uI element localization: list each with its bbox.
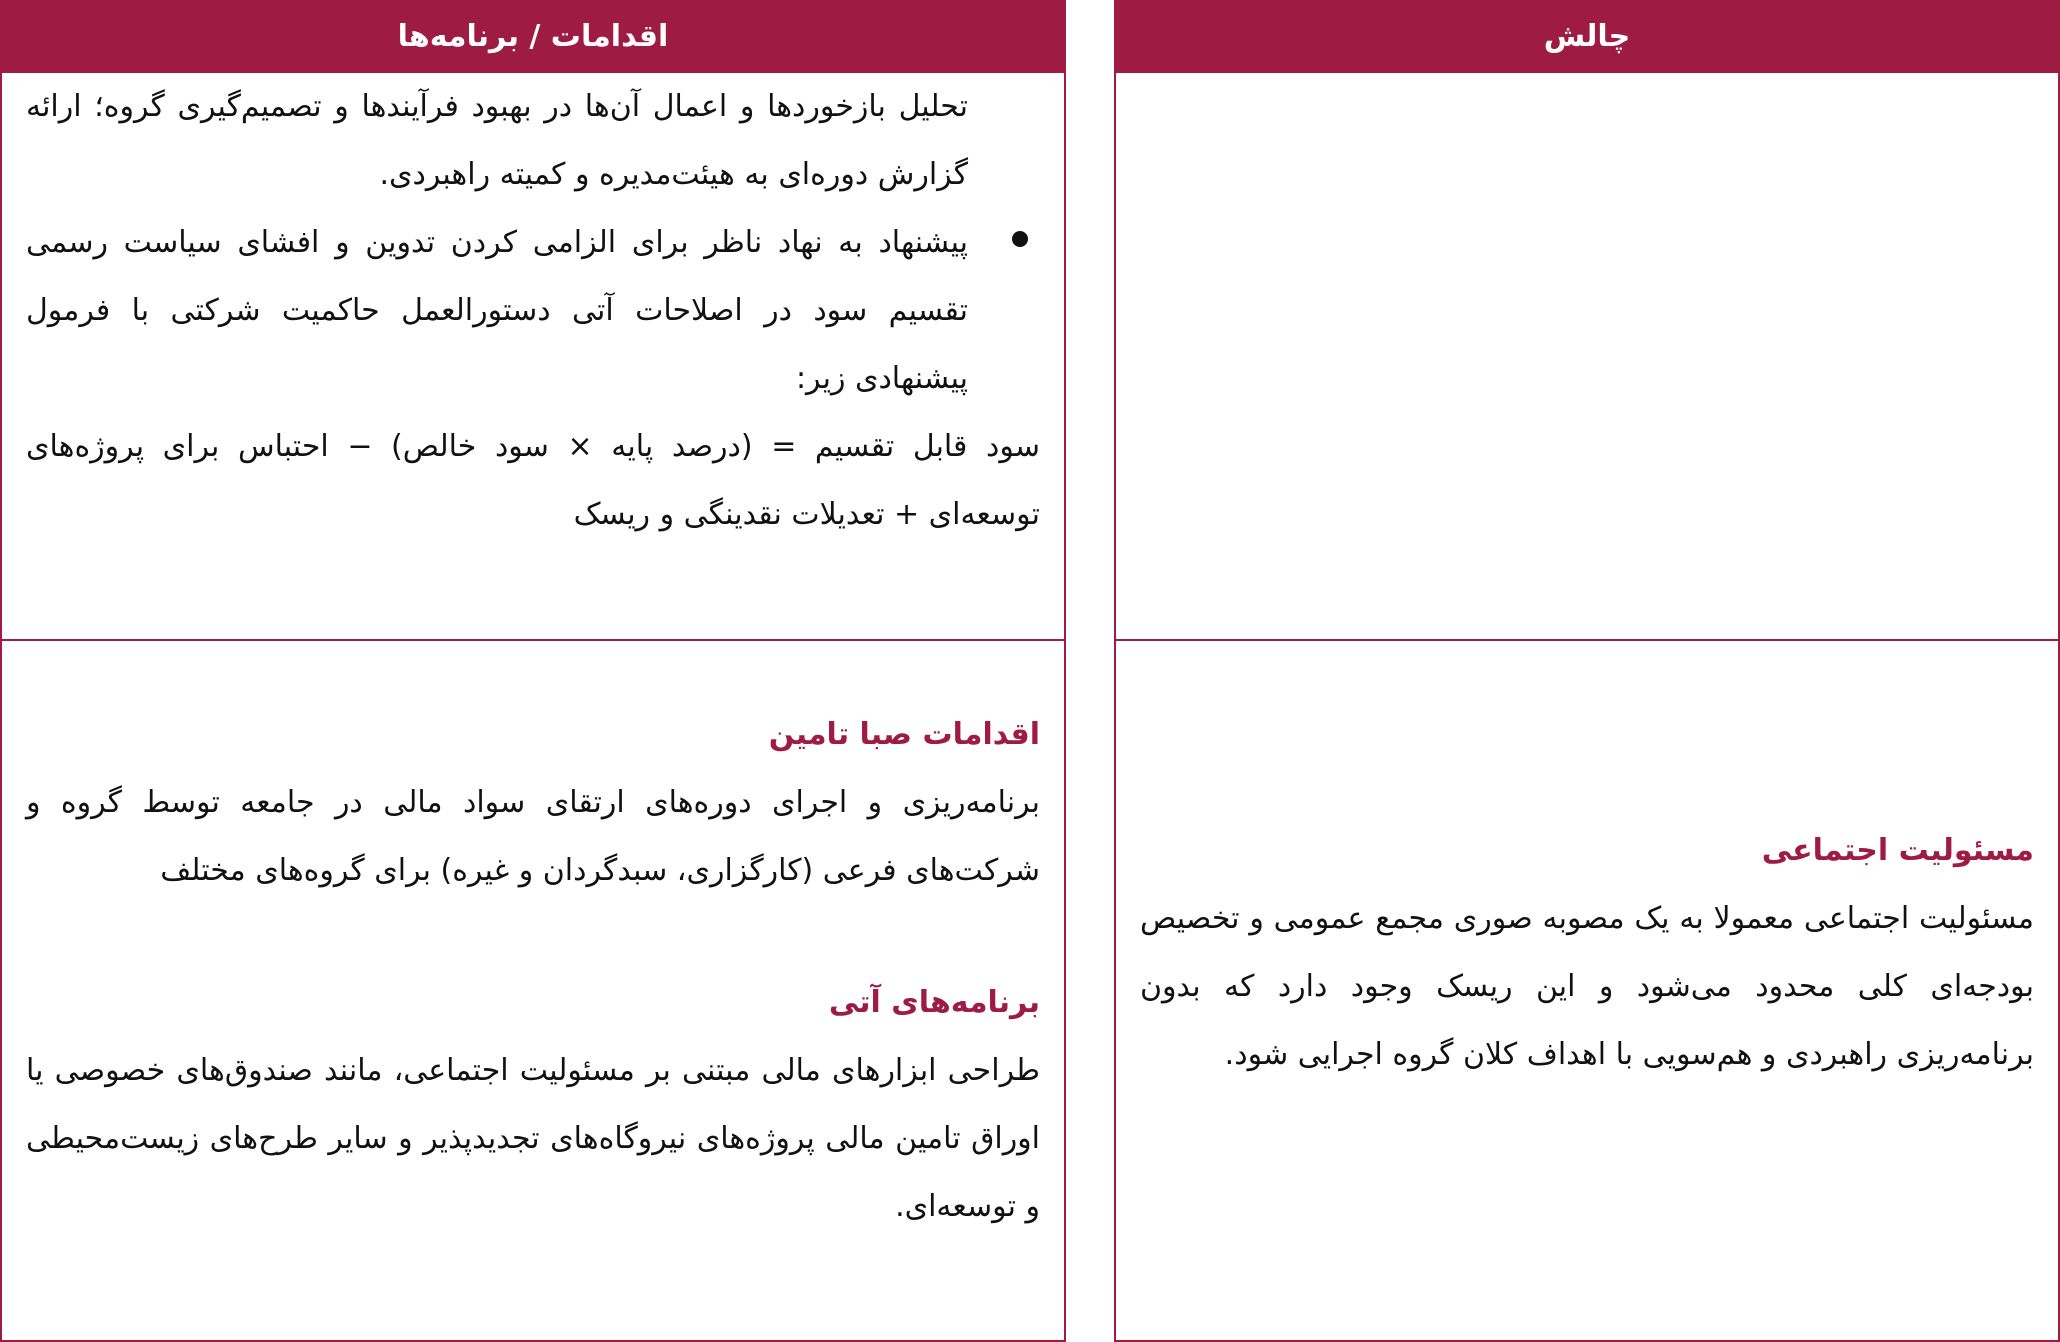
row2-actions-heading-saba: اقدامات صبا تامین [768,717,1040,752]
row2-actions-heading-future: برنامه‌های آتی [828,985,1040,1020]
actions-cell-row1 [0,73,1066,641]
row2-challenge-body: مسئولیت اجتماعی معمولا به یک مصوبه صوری مجمع عمومی و تخصیص بودجه‌ای کلی محدود می‌شود و این ریسک وجود دارد که بدون برنامه‌ریزی راهبردی و هم‌سویی با اهداف کلان گروه اجرایی شود. [1140,901,2034,1072]
actions-cell-row2 [0,641,1066,1342]
row1-actions-bullet-item [2,209,1064,413]
row1-actions-formula: سود قابل تقسیم = (درصد پایه × سود خالص) − احتباس برای پروژه‌های توسعه‌ای + تعدیلات نقدینگی و ریسک [26,429,1040,532]
actions-header-label: اقدامات / برنامه‌ها [397,19,669,54]
actions-column-header [0,0,1066,73]
challenge-cell-row2 [1114,641,2060,1342]
row1-actions-paragraph: تحلیل بازخوردها و اعمال آن‌ها در بهبود فرآیندها و تصمیم‌گیری گروه؛ ارائه گزارش دوره‌ای به هیئت‌مدیره و کمیته راهبردی. [26,89,968,192]
row1-actions-bullet-text: پیشنهاد به نهاد ناظر برای الزامی کردن تدوین و افشای سیاست رسمی تقسیم سود در اصلاحات آتی دستورالعمل حاکمیت شرکتی با فرمول پیشنهادی زیر: [26,225,968,396]
row2-actions-paragraph-saba: برنامه‌ریزی و اجرای دوره‌های ارتقای سواد مالی در جامعه توسط گروه و شرکت‌های فرعی (کارگزاری، سبدگردان و غیره) برای گروه‌های مختلف [26,785,1040,888]
challenge-column-header [1114,0,2060,73]
challenge-header-label: چالش [1543,19,1631,54]
row2-actions-paragraph-future: طراحی ابزارهای مالی مبتنی بر مسئولیت اجتماعی، مانند صندوق‌های خصوصی یا اوراق تامین مالی پروژه‌های نیروگاه‌های تجدیدپذیر و سایر طرح‌های زیست‌محیطی و توسعه‌ای. [26,1053,1040,1224]
bullet-icon [1012,231,1028,247]
challenge-cell-row1 [1114,73,2060,641]
challenge-column [1114,0,2060,1342]
row2-challenge-title: مسئولیت اجتماعی [1761,833,2034,868]
